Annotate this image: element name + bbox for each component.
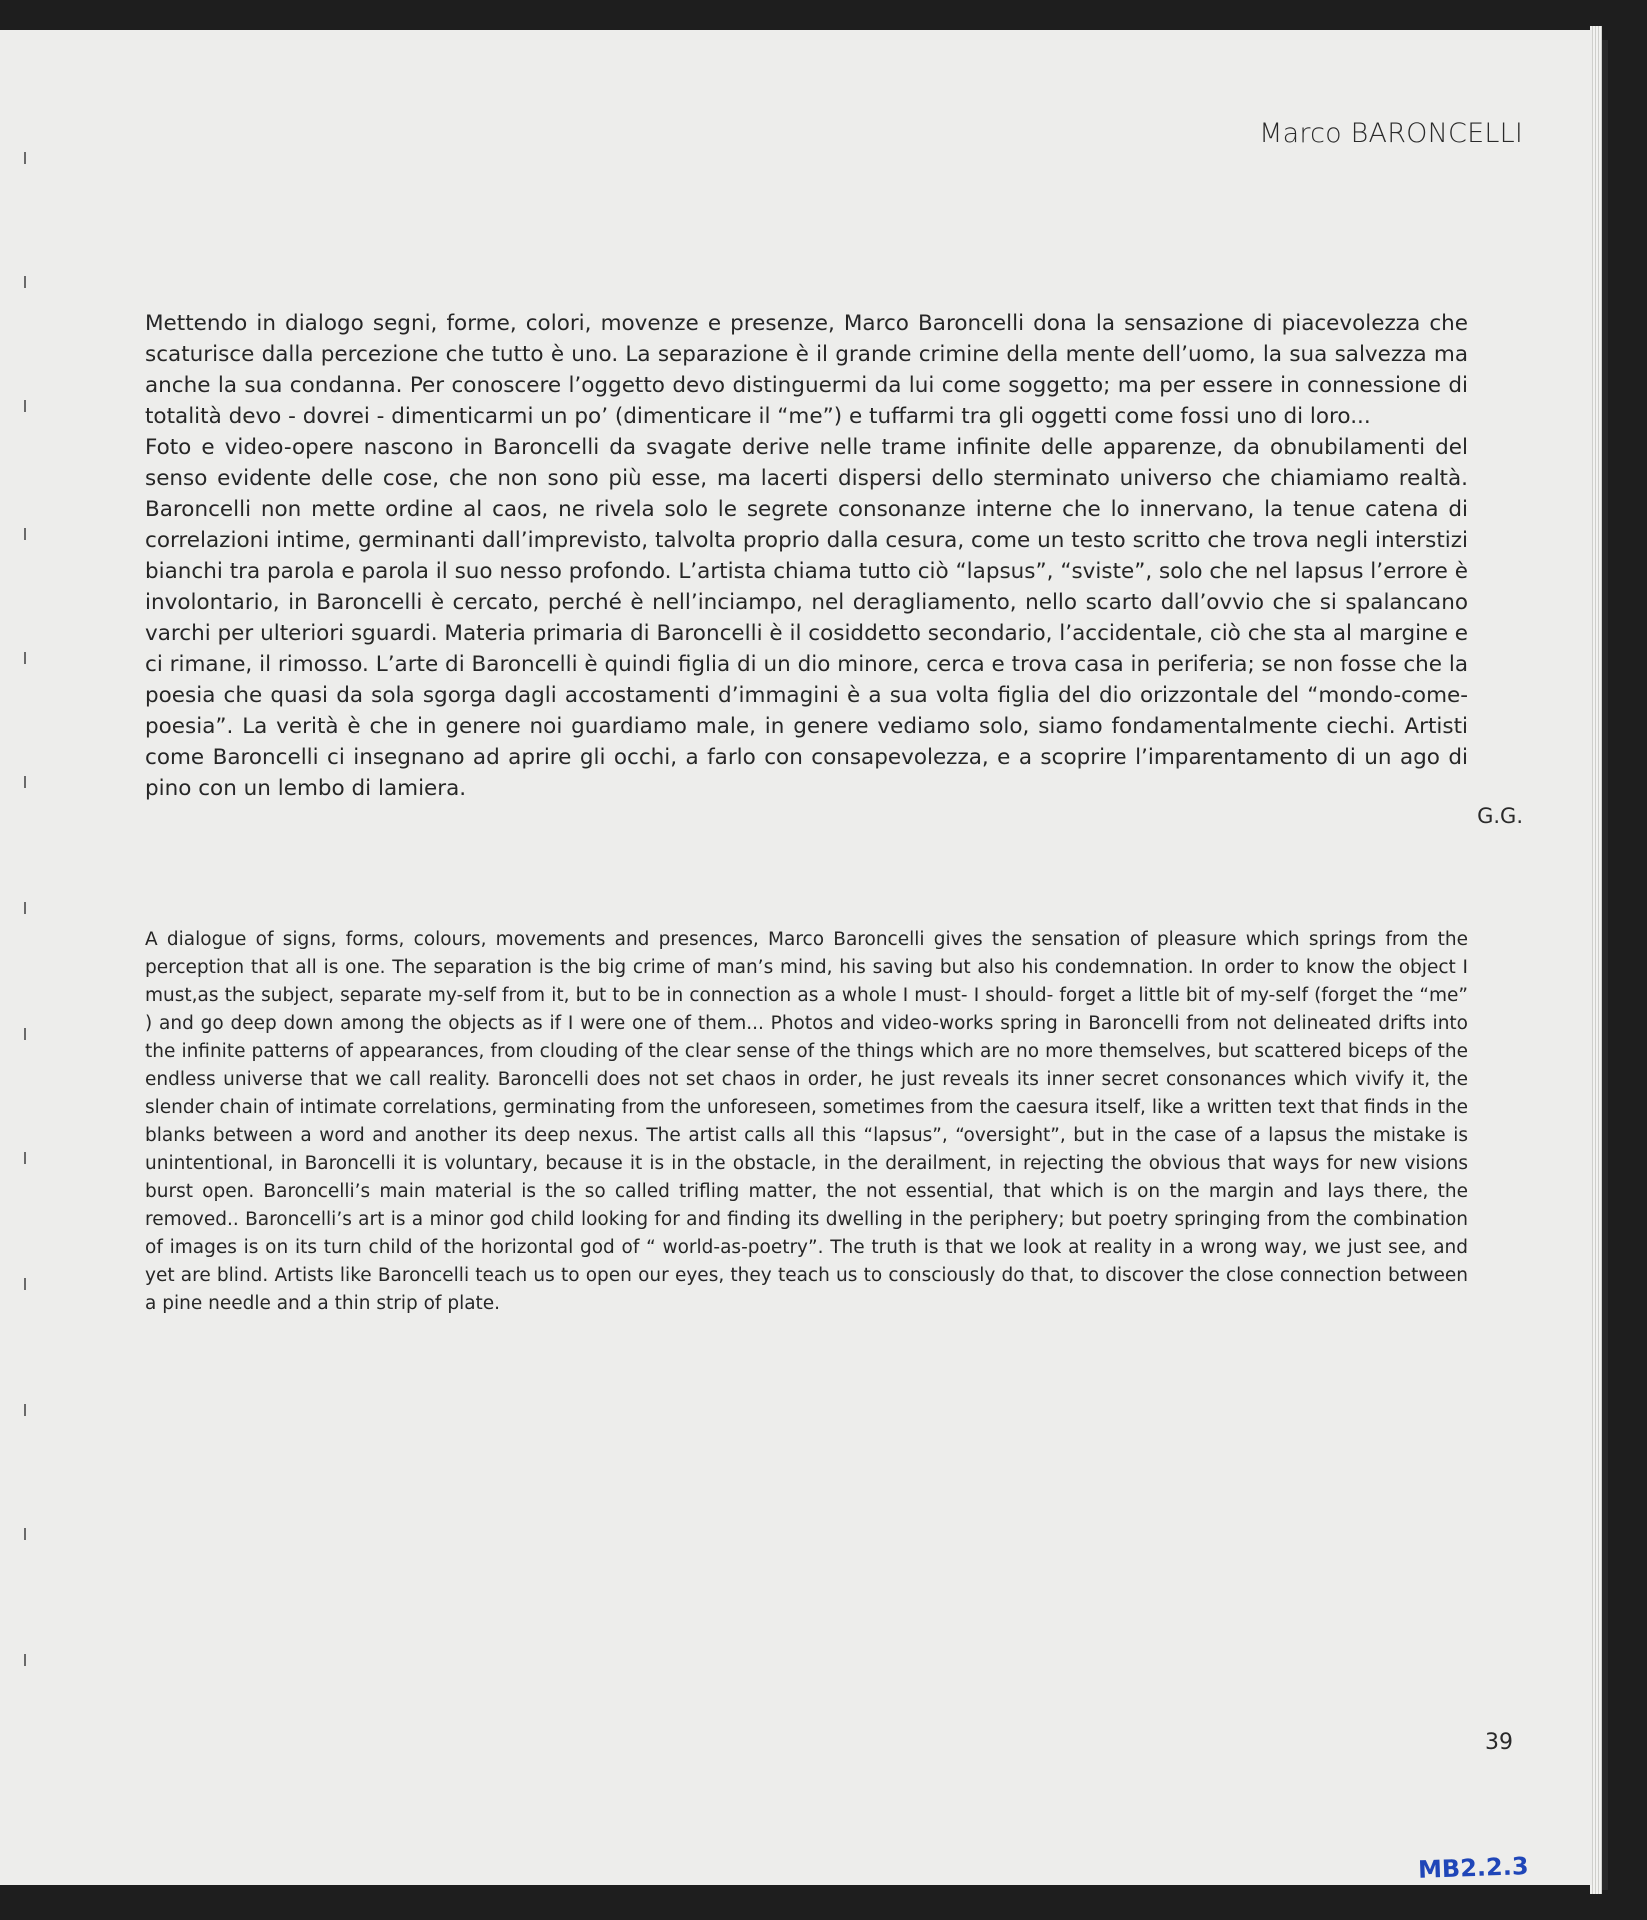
binding-mark [24,1528,26,1540]
binding-mark [24,152,26,164]
binding-mark [24,1152,26,1164]
page-title: Marco BARONCELLI [1259,118,1523,149]
italian-paragraph-1: Mettendo in dialogo segni, forme, colori, movenze e presenze, Marco Baroncelli dona la sensazione di piacevolezza che scaturisce dalla percezione che tutto è uno. La separazione è il grande crimine della mente dell’uomo, la sua salvezza ma anche la sua condanna. Per conoscere l’oggetto devo distinguermi da lui come soggetto; ma per essere in connessione di totalità devo - dovrei - dimenticarmi un po’ (dimenticare il “me”) e tuffarmi tra gli oggetti come fossi uno di loro... [145,311,1468,429]
binding-mark [24,276,26,288]
binding-mark [24,652,26,664]
binding-mark [24,1404,26,1416]
binding-mark [24,902,26,914]
italian-paragraph-2: Foto e video-opere nascono in Baroncelli da svagate derive nelle trame infinite delle apparenze, da obnubilamenti del senso evidente delle cose, che non sono più esse, ma lacerti dispersi dello sterminato universo che chiamiamo realtà. Baroncelli non mette ordine al caos, ne rivela solo le segrete consonanze interne che lo innervano, la tenue catena di correlazioni intime, germinanti dall’imprevisto, talvolta proprio dalla cesura, come un testo scritto che trova negli interstizi bianchi tra parola e parola il suo nesso profondo. L’artista chiama tutto ciò “lapsus”, “sviste”, solo che nel lapsus l’errore è involontario, in Baroncelli è cercato, perché è nell’inciampo, nel deragliamento, nello scarto dall’ovvio che si spalancano varchi per ulteriori sguardi. Materia primaria di Baroncelli è il cosiddetto secondario, l’accidentale, ciò che sta al margine e ci rimane, il rimosso. L’arte di Baroncelli è quindi figlia di un dio minore, cerca e trova casa in periferia; se non fosse che la poesia che quasi da sola sgorga dagli accostamenti d’immagini è a sua volta figlia del dio orizzontale del “mondo-come-poesia”. La verità è che in genere noi guardiamo male, in genere vediamo solo, siamo fondamentalmente ciechi. Artisti come Baroncelli ci insegnano ad aprire gli occhi, a farlo con consapevolezza, e a scoprire l’imparentamento di un ago di pino con un lembo di lamiera. [145,435,1468,801]
binding-mark [24,1028,26,1040]
english-text-block: A dialogue of signs, forms, colours, movements and presences, Marco Baroncelli gives the sensation of pleasure which springs from the perception that all is one. The separation is the big crime of man’s mind, his saving but also his condemnation. In order to know the object I must,as the subject, separate my-self from it, but to be in connection as a whole I must- I should- forget a little bit of my-self (forget the “me” ) and go deep down among the objects as if I were one of them... Photos and video-works spring in Baroncelli from not delineated drifts into the infinite patterns of appearances, from clouding of the clear sense of the things which are no more themselves, but scattered biceps of the endless universe that we call reality. Baroncelli does not set chaos in order, he just reveals its inner secret consonances which vivify it, the slender chain of intimate correlations, germinating from the unforeseen, sometimes from the caesura itself, like a written text that finds in the blanks between a word and another its deep nexus. The artist calls all this “lapsus”, “oversight”, but in the case of a lapsus the mistake is unintentional, in Baroncelli it is voluntary, because it is in the obstacle, in the derailment, in rejecting the obvious that ways for new visions burst open. Baroncelli’s main material is the so called trifling matter, the not essential, that which is on the margin and lays there, the removed.. Baroncelli’s art is a minor god child looking for and finding its dwelling in the periphery; but poetry springing from the combination of images is on its turn child of the horizontal god of “ world-as-poetry”. The truth is that we look at reality in a wrong way, we just see, and yet are blind. Artists like Baroncelli teach us to open our eyes, they teach us to consciously do that, to discover the close connection between a pine needle and a thin strip of plate. [145,929,1468,1314]
binding-mark [24,528,26,540]
binding-mark [24,1278,26,1290]
author-signature: G.G. [1477,804,1523,828]
binding-mark [24,400,26,412]
binding-mark [24,1654,26,1666]
italian-text-block [145,308,1468,804]
binding-mark [24,776,26,788]
page-stack-shadow [1602,40,1608,1890]
page-number: 39 [1485,1730,1513,1755]
handwritten-archive-code: MB2.2.3 [1417,1852,1529,1884]
